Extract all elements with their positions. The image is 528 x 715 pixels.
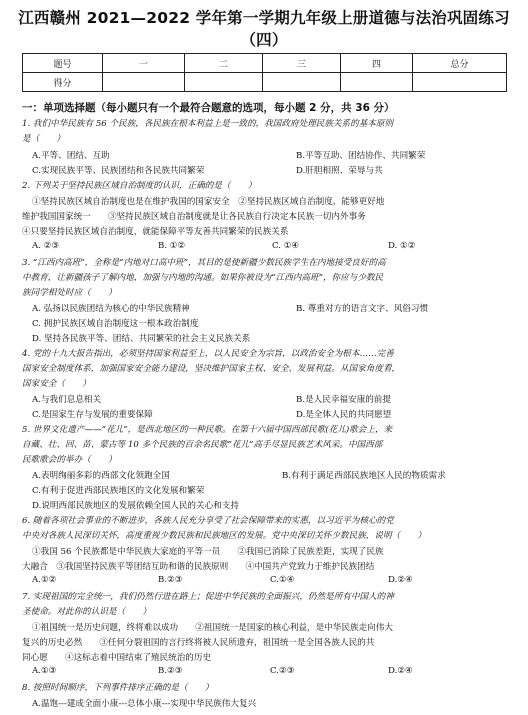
question-1-stem: 1. 我们中华民族有 56 个民族，各民族在根本利益上是一致的，我国政府处理民族关系的基本原则 [22,119,394,129]
option-a: A. ②③ [32,241,60,251]
table-cell [185,73,263,92]
option-a: A.温饱---建成全面小康---总体小康---实现中华民族伟大复兴 [32,699,257,709]
table-cell: 一 [103,54,185,73]
page-title: 江西赣州 2021—2022 学年第一学期九年级上册道德与法治巩固练习（四） [18,9,510,49]
table-cell: 三 [263,54,341,73]
question-4-stem: 4. 党的十九大报告指出，必须坚持国家利益至上，以人民安全为宗旨，以政治安全为根本……完善 [22,349,394,359]
table-cell: 总分 [413,54,507,73]
option-d: D.②④ [388,575,413,585]
option-c: C.①④ [270,575,295,585]
question-2-statement: 维护我国国家统一 ③坚持民族区域自治制度就是让各民族自行决定本民族一切内外事务 [22,212,366,222]
score-table-score-row [23,73,507,92]
table-cell [341,73,413,92]
question-2-statement: ①坚持民族区域自治制度也是在维护我国的国家安全 ②坚持民族区域自治制度，能够更好地 [32,197,385,207]
option-d: D. ①② [388,241,416,251]
section-heading: 一：单项选择题（每小题只有一个最符合题意的选项，每小题 2 分，共 36 分） [22,102,395,114]
table-cell [263,73,341,92]
option-c: C. 拥护民族区域自治制度这一根本政治制度 [32,319,199,329]
option-c: C.有利于促进西部民族地区的文化发展和繁荣 [32,486,205,496]
option-c: C.实现民族平等、民族团结和各民族共同繁荣 [32,166,205,176]
table-cell [103,73,185,92]
question-2-statement: ④只要坚持民族区域自治制度，就能保障平等友善共同繁荣的民族关系 [22,227,289,237]
option-d: D.说明西部民族地区的发展依赖全国人民的关心和支持 [32,501,239,511]
question-6-stem: 6. 随着各项社会事业的不断进步，各族人民充分享受了社会保障带来的实惠，以习近平为核心的党 [22,516,394,526]
question-3-stem: 3. “江西内高班”，全称是“内地对口高中班”，其目的是使新疆少数民族学生在内地接受良好的高 [22,258,386,268]
table-cell: 四 [341,54,413,73]
option-a: A.①③ [32,666,57,676]
score-table [22,53,507,92]
option-b: B.有利于满足西部民族地区人民的物质需求 [282,471,446,481]
question-4-stem: 国家安全（ ） [22,379,91,389]
table-cell: 二 [185,54,263,73]
option-a: A. 弘扬以民族团结为核心的中华民族精神 [32,304,190,314]
option-c: C. ①④ [272,241,300,251]
option-b: B. 尊重对方的语言文字、风俗习惯 [296,304,429,314]
option-c: C.是国家生存与发展的重要保障 [32,410,153,420]
score-table-header-row [23,54,507,73]
question-7-stem: 圣使命。对此你的认识是（ ） [22,607,151,617]
option-a: A.表明绚丽多彩的西部文化领跑全国 [32,471,170,481]
option-a: A.平等、团结、互助 [32,151,110,161]
option-a: A.①② [32,575,57,585]
option-b: B.②③ [158,575,183,585]
option-d: D.是全体人民的共同愿望 [296,410,392,420]
question-3-stem: 族同学相处时应（ ） [22,288,117,298]
question-4-stem: 国家安全制度体系，加强国家安全能力建设，坚决维护国家主权、安全、发展利益。从国家角度看， [22,364,401,374]
option-d: D.肝胆相照、荣辱与共 [296,166,383,176]
question-8-stem: 8. 按照时间顺序，下列事件排序正确的是（ ） [22,683,214,693]
question-1-stem: 是（ ） [22,134,65,144]
table-cell [413,73,507,92]
option-b: B.平等互助、团结协作、共同繁荣 [296,151,426,161]
question-5-stem: 民歌歌会的举办（ ） [22,455,117,465]
option-d: D. 坚持各民族平等、团结、共同繁荣的社会主义民族关系 [32,334,251,344]
option-b: B. ①② [158,241,186,251]
question-6-stem: 中央对各族人民深切关怀，高度重视少数民族和民族地区的发展。党中央深切关怀少数民族，说明（ ） [22,531,426,541]
option-d: D.②④ [388,666,413,676]
question-7-statement: ①祖国统一是历史问题，终将难以成功 ②祖国统一是国家的核心利益，是中华民族走向伟大 [32,623,393,633]
table-cell: 得分 [23,73,103,92]
question-7-statement: 复兴的历史必然 ③任何分裂祖国的言行终将被人民所遗弃，祖国统一是全国各族人民的共 [22,638,375,648]
question-3-stem: 中教育，让新疆孩子了解内地，加强与内地的沟通。如果你被设为“江西内高班”，你应与少数民 [22,273,384,283]
question-6-statement: 大融合 ③我国坚持民族平等团结互助和谐的民族原则 ④中国共产党致力于维护民族团结 [22,562,375,572]
option-b: B.②③ [158,666,183,676]
table-cell: 题号 [23,54,103,73]
question-2-stem: 2. 下列关于坚持民族区域自治制度的认识，正确的是（ ） [22,181,257,191]
option-b: B.是人民幸福安康的前提 [296,395,391,405]
option-a: A.与我们息息相关 [32,395,102,405]
option-c: C.②③ [270,666,295,676]
question-7-statement: 同心愿 ④这标志着中国结束了殖民统治的历史 [22,653,212,663]
question-5-stem: 自藏、壮、回、苗、蒙古等 10 多个民族的百余名民歌“花儿”高手尽显民族艺术风采。中国西部 [22,440,383,450]
question-7-stem: 7. 实现祖国的完全统一，我们仍然行进在路上；促进中华民族的全面振兴，仍然是所有中国人的神 [22,592,394,602]
question-6-statement: ①我国 56 个民族都是中华民族大家庭的平等一员 ②我国已消除了民族差距，实现了民族 [32,547,384,557]
question-5-stem: 5. 世界文化遗产——“花儿”，是西北地区的一种民歌。在第十六届中国西部民歌(花儿)歌会上，来 [22,425,393,435]
